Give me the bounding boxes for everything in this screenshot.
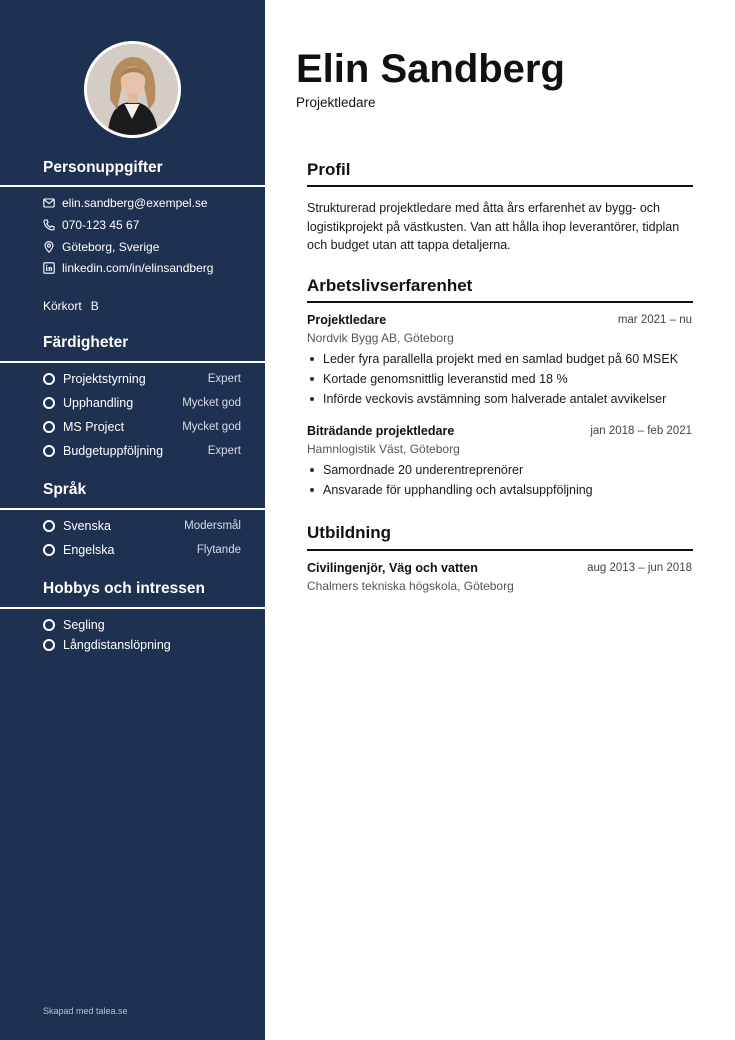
contact-location [43, 239, 159, 255]
contact-email-text: elin.sandberg@exempel.se [62, 196, 208, 210]
skill-level: Expert [207, 445, 241, 457]
contact-email[interactable] [43, 195, 208, 211]
language-item [43, 518, 241, 534]
education-date: aug 2013 – jun 2018 [587, 562, 692, 574]
list-item: Införde veckovis avstämning som halverade antalet avvikelser [307, 389, 693, 409]
experience-heading: Arbetslivserfarenhet [307, 276, 473, 295]
contact-phone[interactable] [43, 217, 139, 233]
language-level: Flytande [196, 544, 241, 556]
job-company: Nordvik Bygg AB, Göteborg [307, 331, 454, 345]
skill-level: Expert [207, 373, 241, 385]
skill-item [43, 443, 241, 459]
person-title: Projektledare [296, 95, 376, 110]
contact-phone-text: 070-123 45 67 [62, 218, 140, 232]
job-title: Biträdande projektledare [307, 424, 455, 438]
languages-divider [0, 508, 265, 510]
portrait-image [87, 44, 178, 135]
skill-name: Upphandling [63, 396, 134, 410]
contact-linkedin-text: linkedin.com/in/elinsandberg [62, 261, 214, 275]
skill-item [43, 419, 241, 435]
profile-heading: Profil [307, 160, 351, 179]
skill-name: Budgetuppföljning [63, 444, 164, 458]
circle-bullet-icon [43, 397, 55, 409]
job-date: jan 2018 – feb 2021 [590, 425, 692, 437]
experience-divider [307, 301, 693, 303]
skills-heading: Färdigheter [43, 334, 129, 351]
linkedin-icon [43, 262, 55, 274]
circle-bullet-icon [43, 619, 55, 631]
job-bullets [307, 349, 693, 409]
skill-name: Projektstyrning [63, 372, 146, 386]
education-school: Chalmers tekniska högskola, Göteborg [307, 579, 514, 593]
hobbies-divider [0, 607, 265, 609]
job-bullets [307, 460, 693, 500]
skills-divider [0, 361, 265, 363]
drivers-license [43, 299, 99, 313]
contact-location-text: Göteborg, Sverige [62, 240, 160, 254]
license-value: B [90, 299, 99, 313]
circle-bullet-icon [43, 520, 55, 532]
circle-bullet-icon [43, 445, 55, 457]
sidebar [0, 0, 265, 1040]
skill-level: Mycket god [182, 397, 241, 409]
person-name: Elin Sandberg [296, 47, 565, 91]
education-divider [307, 549, 693, 551]
circle-bullet-icon [43, 421, 55, 433]
job-date: mar 2021 – nu [617, 314, 692, 326]
list-item: Leder fyra parallella projekt med en samlad budget på 60 MSEK [307, 349, 693, 369]
hobbies-heading: Hobbys och intressen [43, 580, 205, 597]
hobby-name: Segling [63, 618, 105, 632]
job-title: Projektledare [307, 313, 387, 327]
location-pin-icon [43, 241, 55, 253]
hobby-item [43, 617, 241, 633]
language-level: Modersmål [184, 520, 241, 532]
hobby-item [43, 637, 241, 653]
personal-heading: Personuppgifter [43, 159, 163, 176]
circle-bullet-icon [43, 373, 55, 385]
email-icon [43, 197, 55, 209]
profile-divider [307, 185, 693, 187]
language-name: Engelska [63, 543, 115, 557]
language-item [43, 542, 241, 558]
list-item: Samordnade 20 underentreprenörer [307, 460, 693, 480]
languages-heading: Språk [43, 481, 87, 498]
profile-text: Strukturerad projektledare med åtta års erfarenhet av bygg- och logistikprojekt på västkusten. Van att hålla ihop leverantörer, tidplan och budget utan att tappa detaljerna. [307, 201, 680, 252]
list-item: Ansvarade för upphandling och avtalsuppföljning [307, 480, 693, 500]
education-degree: Civilingenjör, Väg och vatten [307, 561, 478, 575]
personal-divider [0, 185, 265, 187]
language-name: Svenska [63, 519, 111, 533]
circle-bullet-icon [43, 544, 55, 556]
hobby-name: Långdistanslöpning [63, 638, 171, 652]
contact-linkedin[interactable] [43, 260, 213, 276]
education-heading: Utbildning [307, 523, 392, 542]
footer-credit[interactable]: Skapad med talea.se [43, 1006, 128, 1016]
skill-level: Mycket god [182, 421, 241, 433]
skill-item [43, 371, 241, 387]
skill-item [43, 395, 241, 411]
job-company: Hamnlogistik Väst, Göteborg [307, 442, 460, 456]
list-item: Kortade genomsnittlig leveranstid med 18 % [307, 369, 693, 389]
circle-bullet-icon [43, 639, 55, 651]
skill-name: MS Project [63, 420, 125, 434]
phone-icon [43, 219, 55, 231]
avatar [84, 41, 181, 138]
license-label: Körkort [43, 299, 82, 313]
